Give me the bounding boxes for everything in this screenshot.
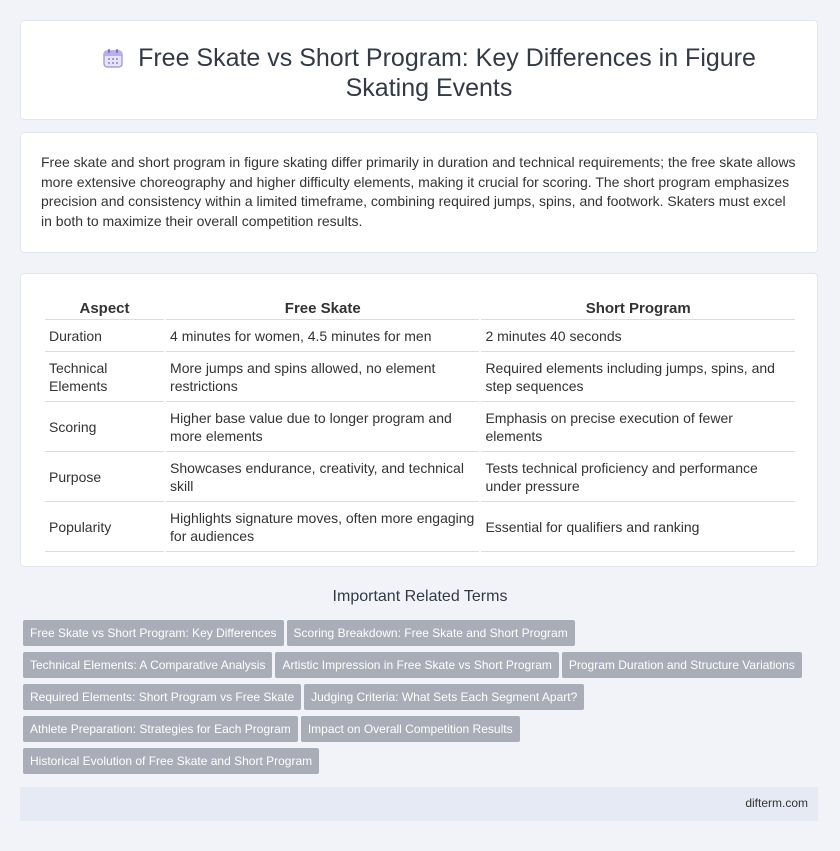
cell-short-program: Required elements including jumps, spins, and step sequences xyxy=(481,352,795,402)
related-tag[interactable]: Impact on Overall Competition Results xyxy=(301,716,520,742)
related-tag[interactable]: Scoring Breakdown: Free Skate and Short Program xyxy=(287,620,575,646)
related-tags xyxy=(23,620,823,780)
table-row xyxy=(45,320,795,352)
table-row xyxy=(45,452,795,502)
page-title xyxy=(61,43,797,103)
intro-paragraph: Free skate and short program in figure skating differ primarily in duration and technical requirements; the free skate allows more extensive choreography and higher difficulty elements, making it crucial for scoring. The short program emphasizes precision and consistency within a limited timeframe, combining required jumps, spins, and footwork. Skaters must excel in both to maximize their overall competition results. xyxy=(41,154,796,229)
cell-free-skate: More jumps and spins allowed, no element restrictions xyxy=(166,352,479,402)
cell-short-program: Essential for qualifiers and ranking xyxy=(481,502,795,552)
related-tag[interactable]: Program Duration and Structure Variations xyxy=(562,652,802,678)
related-tag[interactable]: Historical Evolution of Free Skate and Short Program xyxy=(23,748,319,774)
cell-short-program: Emphasis on precise execution of fewer elements xyxy=(481,402,795,452)
table-row xyxy=(45,502,795,552)
cell-aspect: Purpose xyxy=(45,452,164,502)
cell-aspect: Popularity xyxy=(45,502,164,552)
header-short-program: Short Program xyxy=(481,296,795,320)
cell-short-program: 2 minutes 40 seconds xyxy=(481,320,795,352)
footer-site[interactable]: difterm.com xyxy=(745,796,808,810)
intro-card xyxy=(20,132,818,253)
comparison-card xyxy=(20,273,818,567)
cell-aspect: Duration xyxy=(45,320,164,352)
calendar-icon xyxy=(102,47,124,69)
table-row xyxy=(45,352,795,402)
page-title-text: Free Skate vs Short Program: Key Differences in Figure Skating Events xyxy=(138,44,756,102)
related-tag[interactable]: Free Skate vs Short Program: Key Differences xyxy=(23,620,284,646)
comparison-table xyxy=(43,296,797,552)
cell-free-skate: 4 minutes for women, 4.5 minutes for men xyxy=(166,320,479,352)
related-tag[interactable]: Artistic Impression in Free Skate vs Short Program xyxy=(275,652,558,678)
title-wrap xyxy=(61,43,797,103)
cell-free-skate: Highlights signature moves, often more engaging for audiences xyxy=(166,502,479,552)
header-card xyxy=(20,20,818,120)
cell-aspect: Scoring xyxy=(45,402,164,452)
cell-short-program: Tests technical proficiency and performance under pressure xyxy=(481,452,795,502)
tag-row xyxy=(23,652,823,684)
table-row xyxy=(45,402,795,452)
cell-aspect: Technical Elements xyxy=(45,352,164,402)
related-tag[interactable]: Judging Criteria: What Sets Each Segment Apart? xyxy=(304,684,584,710)
header-aspect: Aspect xyxy=(45,296,164,320)
related-tag[interactable]: Required Elements: Short Program vs Free Skate xyxy=(23,684,301,710)
header-free-skate: Free Skate xyxy=(166,296,479,320)
related-tag[interactable]: Technical Elements: A Comparative Analysis xyxy=(23,652,272,678)
tag-row xyxy=(23,716,823,748)
footer xyxy=(20,787,818,821)
table-header-row xyxy=(45,296,795,320)
tag-row xyxy=(23,620,823,652)
cell-free-skate: Showcases endurance, creativity, and technical skill xyxy=(166,452,479,502)
tag-row xyxy=(23,684,823,716)
related-terms-title: Important Related Terms xyxy=(332,588,508,605)
related-tag[interactable]: Athlete Preparation: Strategies for Each Program xyxy=(23,716,298,742)
tag-row xyxy=(23,748,823,780)
cell-free-skate: Higher base value due to longer program and more elements xyxy=(166,402,479,452)
